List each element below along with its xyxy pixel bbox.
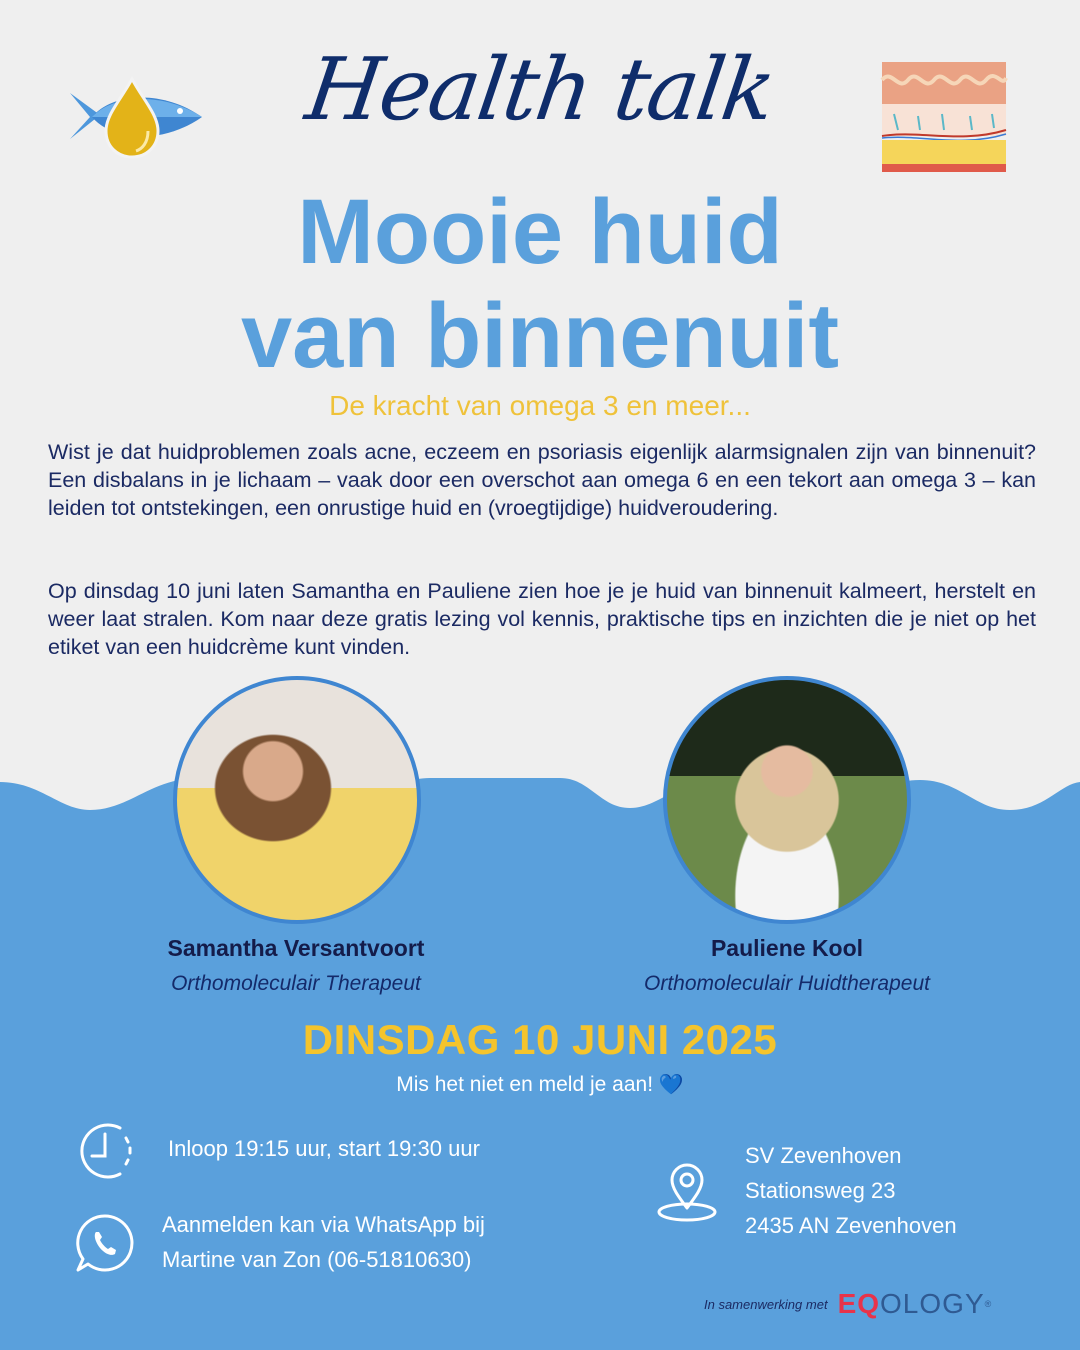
- signup-info: [162, 1207, 485, 1277]
- speaker-name: Samantha Versantvoort: [167, 935, 425, 961]
- script-title: Health talk: [300, 40, 780, 140]
- speaker-role: Orthomoleculair Huidtherapeut: [644, 972, 930, 995]
- signup-line-2: Martine van Zon (06-51810630): [162, 1247, 472, 1272]
- location-info: [745, 1138, 957, 1243]
- location-line-1: SV Zevenhoven: [745, 1143, 902, 1168]
- intro-paragraph: Wist je dat huidproblemen zoals acne, eczeem en psoriasis eigenlijk alarmsignalen zijn van binnenuit? Een disbalans in je lichaam – vaak door een overschot aan omega 6 en een tekort aan omega 3 – kan leiden tot ontstekingen, een onrustige huid en (vroegtijdige) huidveroudering.: [48, 440, 1036, 520]
- eqology-logo: [838, 1290, 993, 1318]
- signup-line-1: Aanmelden kan via WhatsApp bij: [162, 1212, 485, 1237]
- location-line-3: 2435 AN Zevenhoven: [745, 1213, 957, 1238]
- call-to-action: [0, 1072, 1080, 1097]
- location-line-2: Stationsweg 23: [745, 1178, 896, 1203]
- speaker-role: Orthomoleculair Therapeut: [171, 972, 421, 995]
- clock-icon: [74, 1120, 136, 1182]
- main-title-line-2: van binnenuit: [241, 285, 839, 387]
- subtitle: De kracht van omega 3 en meer...: [329, 390, 751, 421]
- logo-eq: EQ: [837, 1288, 881, 1319]
- location-pin-icon: [654, 1160, 720, 1224]
- main-title: [0, 180, 1080, 388]
- event-date: DINSDAG 10 JUNI 2025: [302, 1016, 778, 1063]
- speaker-photo-samantha: [173, 676, 421, 924]
- partner-label: In samenwerking met: [704, 1296, 828, 1312]
- cta-text: Mis het niet en meld je aan!: [396, 1073, 654, 1096]
- blue-heart-icon: 💙: [658, 1074, 684, 1096]
- speaker-photo-pauliene: [663, 676, 911, 924]
- registered-mark: ®: [984, 1299, 993, 1309]
- speaker-name: Pauliene Kool: [710, 935, 864, 961]
- whatsapp-icon: [74, 1212, 136, 1274]
- logo-rest: OLOGY: [880, 1288, 985, 1319]
- main-title-line-1: Mooie huid: [297, 181, 783, 283]
- time-info: Inloop 19:15 uur, start 19:30 uur: [168, 1136, 480, 1161]
- event-paragraph: Op dinsdag 10 juni laten Samantha en Pauliene zien hoe je je huid van binnenuit kalmeert, herstelt en weer laat stralen. Kom naar deze gratis lezing vol kennis, praktische tips en inzichten die je niet op het etiket van een huidcrème kunt vinden.: [48, 579, 1036, 659]
- partner-credit: [704, 1290, 992, 1318]
